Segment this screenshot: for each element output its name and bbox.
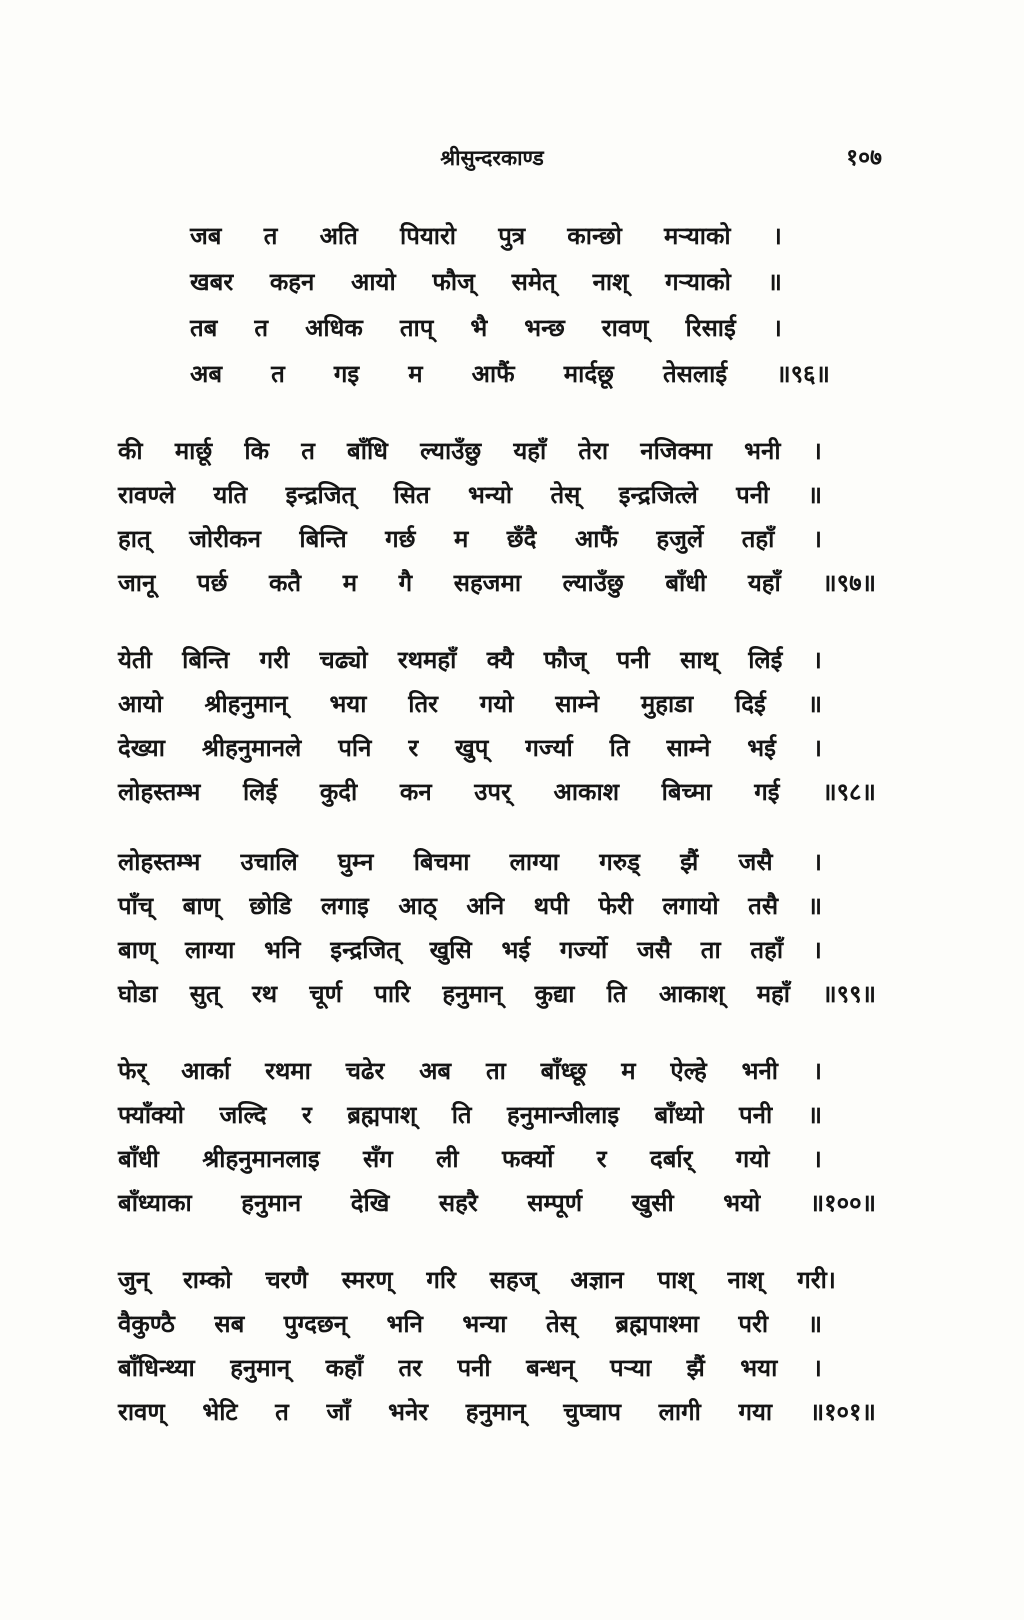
verse-line	[118, 726, 876, 770]
verse-word: बाँधी	[118, 1145, 159, 1173]
verse-word: गर्छ	[385, 525, 416, 553]
verse-word: रथमहाँ	[397, 646, 457, 674]
verse-word: आठ्	[398, 892, 437, 920]
verse-word: तेस्	[550, 481, 581, 509]
verse-word: आकाश्	[658, 980, 725, 1008]
verse-word: पुग्दछन्	[283, 1310, 348, 1338]
verse-word: चढ्यो	[319, 646, 368, 674]
verse-101	[118, 1258, 876, 1434]
verse-word: पनी	[736, 481, 770, 509]
running-title: श्रीसुन्दरकाण्ड	[440, 146, 544, 170]
verse-word: गरुड्	[599, 848, 640, 876]
verse-word: लगायो	[662, 892, 719, 920]
verse-word: ली	[436, 1145, 459, 1173]
verse-word: पाँच्	[118, 892, 154, 920]
verse-word: लोहस्तम्भ	[118, 848, 201, 876]
verse-word: इन्द्रजित्	[285, 481, 356, 509]
verse-word: खुप्	[455, 734, 489, 762]
verse-word: तेस्	[546, 1310, 576, 1338]
verse-line	[118, 473, 876, 517]
verse-word: जसै	[637, 936, 672, 964]
verse-word: ति	[609, 734, 630, 762]
verse-word: जसै	[738, 848, 773, 876]
verse-word: त	[254, 314, 269, 342]
verse-word: ॥	[807, 690, 822, 718]
verse-word: गरि	[426, 1266, 456, 1294]
verse-word: जानू	[118, 569, 156, 597]
verse-word: इन्द्रजित्ले	[618, 481, 698, 509]
verse-word: भई	[501, 936, 531, 964]
verse-word: ।	[812, 936, 822, 964]
verse-word: बिन्ति	[299, 525, 347, 553]
verse-word: तिर	[408, 690, 438, 718]
verse-word: आफैं	[471, 360, 515, 388]
verse-word: यहाँ	[747, 569, 781, 597]
verse-word: त	[301, 437, 315, 465]
verse-word: लगाइ	[321, 892, 369, 920]
verse-word: सहजमा	[453, 569, 522, 597]
verse-word: ।	[812, 437, 822, 465]
verse-word: चुप्चाप	[563, 1398, 621, 1426]
verse-word: गर्ज्यो	[559, 936, 608, 964]
verse-line	[118, 1093, 876, 1137]
verse-word: खुसी	[631, 1189, 674, 1217]
verse-word: चूर्ण	[309, 980, 342, 1008]
verse-word: की	[118, 437, 143, 465]
verse-100	[118, 1049, 876, 1225]
verse-line	[118, 1181, 876, 1225]
verse-word: अब	[190, 360, 223, 388]
verse-word: रथ	[251, 980, 278, 1008]
verse-word: म	[453, 525, 469, 553]
verse-word: ॥	[767, 268, 782, 296]
verse-word: पियारो	[400, 222, 457, 250]
verse-word: ।	[812, 734, 822, 762]
verse-word: भया	[329, 690, 367, 718]
verse-word: ब्रह्मपाश्	[347, 1101, 417, 1129]
verse-word: स्मरण्	[341, 1266, 393, 1294]
verse-word: गई	[754, 778, 780, 806]
verse-word: ।	[812, 646, 822, 674]
verse-line	[190, 213, 830, 259]
verse-word: गै	[398, 569, 413, 597]
verse-word: आफैं	[574, 525, 618, 553]
verse-word: भनी	[744, 437, 781, 465]
verse-word: ता	[485, 1057, 506, 1085]
verse-word: फौज्	[432, 268, 475, 296]
verse-word: त	[275, 1398, 289, 1426]
verse-word: हनुमान्	[442, 980, 503, 1008]
verse-word: फौज्	[543, 646, 587, 674]
verse-word: ॥९७॥	[822, 569, 876, 597]
verse-word: गऱ्याको	[665, 268, 731, 296]
verse-word: साम्ने	[666, 734, 711, 762]
verse-word: हनुमान्जीलाइ	[507, 1101, 620, 1129]
verse-word: ति	[451, 1101, 472, 1129]
verse-word: सम्पूर्ण	[527, 1189, 583, 1217]
verse-word: तेसलाई	[662, 360, 728, 388]
verse-word: जल्दि	[219, 1101, 267, 1129]
verse-word: अनि	[466, 892, 505, 920]
verse-word: सँग	[363, 1145, 393, 1173]
verse-line	[118, 1258, 876, 1302]
verse-word: बन्धन्	[526, 1354, 575, 1382]
verse-word: थपी	[533, 892, 569, 920]
verse-word: लिई	[748, 646, 783, 674]
verse-word: ॥	[807, 1101, 822, 1129]
verse-word: र	[596, 1145, 607, 1173]
verse-word: फ्याँक्यो	[118, 1101, 185, 1129]
verse-word: समेत्	[511, 268, 556, 296]
verse-word: कि	[244, 437, 270, 465]
verse-word: ॥९६॥	[776, 360, 830, 388]
verse-line	[118, 884, 876, 928]
verse-word: दर्बार्	[649, 1145, 693, 1173]
verse-97	[118, 429, 876, 605]
verse-word: सित	[393, 481, 430, 509]
verse-word: कतै	[268, 569, 302, 597]
verse-word: रावण्	[601, 314, 649, 342]
verse-word: तहाँ	[750, 936, 784, 964]
verse-word: रिसाई	[685, 314, 736, 342]
verse-word: यहाँ	[513, 437, 547, 465]
verse-word: ताप्	[399, 314, 434, 342]
page-number: १०७	[846, 145, 882, 171]
verse-word: सुत्	[189, 980, 220, 1008]
verse-line	[118, 561, 876, 605]
verse-word: गर्ज्या	[525, 734, 573, 762]
verse-word: रथमा	[265, 1057, 311, 1085]
verse-word: कुद्या	[534, 980, 575, 1008]
verse-word: ल्याउँछु	[420, 437, 482, 465]
verse-word: श्रीहनुमानलाइ	[202, 1145, 320, 1173]
verse-line	[118, 1137, 876, 1181]
verse-word: गइ	[333, 360, 360, 388]
verse-word: यति	[213, 481, 248, 509]
verse-word: हात्	[118, 525, 151, 553]
verse-word: ॥१००॥	[809, 1189, 876, 1217]
verse-word: पुत्र	[498, 222, 526, 250]
verse-word: म	[342, 569, 358, 597]
verse-line	[118, 770, 876, 814]
verse-word: झैं	[680, 848, 699, 876]
verse-line	[190, 259, 830, 305]
verse-word: बाँधी	[665, 569, 707, 597]
verse-word: ।	[772, 314, 782, 342]
verse-word: गरी।	[797, 1266, 836, 1294]
verse-word: ॥	[807, 1310, 822, 1338]
verse-word: गयो	[735, 1145, 770, 1173]
verse-word: भनी	[741, 1057, 779, 1085]
verse-word: भन्छ	[524, 314, 565, 342]
verse-word: मऱ्याको	[664, 222, 731, 250]
verse-98	[118, 638, 876, 814]
verse-word: घुम्न	[337, 848, 374, 876]
verse-word: बिचमा	[413, 848, 470, 876]
verse-line	[190, 305, 830, 351]
verse-word: भई	[747, 734, 776, 762]
verse-word: साथ्	[680, 646, 718, 674]
verse-line	[118, 1049, 876, 1093]
verse-word: गयो	[479, 690, 514, 718]
verse-word: झैं	[686, 1354, 705, 1382]
verse-word: पनी	[739, 1101, 773, 1129]
verse-word: श्रीहनुमान्	[204, 690, 288, 718]
verse-line	[118, 517, 876, 561]
verse-word: ।	[812, 1354, 822, 1382]
verse-word: जाँ	[326, 1398, 351, 1426]
verse-word: परी	[738, 1310, 769, 1338]
verse-word: र	[408, 734, 419, 762]
verse-word: कन	[399, 778, 432, 806]
verse-word: बाँध्यो	[654, 1101, 704, 1129]
verse-word: तेरा	[578, 437, 609, 465]
verse-word: ऐल्हे	[670, 1057, 707, 1085]
verse-word: म	[621, 1057, 636, 1085]
verse-word: ।	[812, 525, 822, 553]
verse-word: क्यै	[486, 646, 514, 674]
verse-word: उपर्	[474, 778, 511, 806]
verse-word: बाँध्याका	[118, 1189, 192, 1217]
verse-word: चढेर	[345, 1057, 385, 1085]
verse-word: सहरै	[438, 1189, 478, 1217]
verse-word: पनि	[338, 734, 372, 762]
verse-line	[118, 1346, 876, 1390]
verse-word: भेटि	[202, 1398, 238, 1426]
verse-word: आकाश	[553, 778, 620, 806]
verse-word: बाण्	[182, 892, 220, 920]
verse-word: लागी	[658, 1398, 701, 1426]
verse-word: भनि	[264, 936, 301, 964]
verse-word: अधिक	[305, 314, 363, 342]
verse-word: बिन्ति	[182, 646, 230, 674]
verse-word: खुसि	[429, 936, 472, 964]
verse-word: ॥१०१॥	[809, 1398, 876, 1426]
verse-word: रावण्	[118, 1398, 165, 1426]
verse-word: लिई	[242, 778, 278, 806]
verse-word: नजिक्मा	[640, 437, 713, 465]
verse-word: बिच्मा	[661, 778, 712, 806]
verse-word: पारि	[374, 980, 411, 1008]
verse-word: राम्को	[182, 1266, 232, 1294]
verse-word: नाश्	[727, 1266, 764, 1294]
verse-word: फेर्	[118, 1057, 147, 1085]
verse-word: हनुमान	[241, 1189, 302, 1217]
verse-word: ।	[772, 222, 782, 250]
verse-word: ॥	[807, 481, 822, 509]
verse-line	[190, 351, 830, 397]
verse-word: फेरी	[598, 892, 633, 920]
verse-word: आर्का	[181, 1057, 231, 1085]
verse-word: दिई	[735, 690, 766, 718]
verse-word: पऱ्या	[610, 1354, 652, 1382]
verse-line	[118, 429, 876, 473]
verse-word: फर्क्यो	[501, 1145, 554, 1173]
verse-word: येती	[118, 646, 152, 674]
verse-word: अति	[319, 222, 358, 250]
verse-word: जोरीकन	[189, 525, 261, 553]
verse-word: ॥९८॥	[822, 778, 876, 806]
verse-word: बाँधि	[347, 437, 388, 465]
verse-word: आयो	[351, 268, 396, 296]
verse-word: चरणै	[265, 1266, 308, 1294]
verse-word: देख्या	[118, 734, 165, 762]
verse-line	[118, 682, 876, 726]
verse-word: गरी	[259, 646, 290, 674]
verse-word: म	[408, 360, 423, 388]
verse-word: बाँधिन्थ्या	[118, 1354, 195, 1382]
verse-line	[118, 972, 876, 1016]
verse-word: ब्रह्मपाश्मा	[615, 1310, 699, 1338]
verse-word: सहज्	[489, 1266, 537, 1294]
verse-96	[190, 213, 830, 397]
verse-word: हनुमान्	[465, 1398, 526, 1426]
verse-word: सब	[214, 1310, 245, 1338]
verse-word: त	[271, 360, 285, 388]
verse-word: भया	[740, 1354, 778, 1382]
verse-line	[118, 928, 876, 972]
verse-word: देखि	[350, 1189, 390, 1217]
verse-word: मार्दछू	[563, 360, 614, 388]
verse-word: अज्ञान	[570, 1266, 624, 1294]
verse-word: लाग्या	[509, 848, 560, 876]
verse-word: भन्यो	[468, 481, 513, 509]
verse-word: भन्या	[462, 1310, 507, 1338]
verse-word: गया	[738, 1398, 773, 1426]
verse-word: छँदै	[506, 525, 537, 553]
verse-line	[118, 1302, 876, 1346]
verse-word: ॥	[807, 892, 822, 920]
verse-word: ता	[700, 936, 721, 964]
verse-word: महाँ	[756, 980, 790, 1008]
verse-word: खबर	[190, 268, 234, 296]
verse-word: ल्याउँछु	[562, 569, 624, 597]
verse-word: पनी	[616, 646, 650, 674]
verse-word: लोहस्तम्भ	[118, 778, 201, 806]
verse-word: इन्द्रजित्	[330, 936, 400, 964]
verse-word: बाण्	[118, 936, 156, 964]
verse-word: साम्ने	[555, 690, 600, 718]
verse-word: ।	[812, 848, 822, 876]
verse-word: जब	[190, 222, 222, 250]
verse-word: आयो	[118, 690, 163, 718]
verse-word: वैकुण्ठै	[118, 1310, 175, 1338]
verse-word: पर्छ	[196, 569, 228, 597]
verse-word: भै	[470, 314, 488, 342]
verse-99	[118, 840, 876, 1016]
verse-word: बाँध्छू	[540, 1057, 587, 1085]
verse-word: घोडा	[118, 980, 158, 1008]
verse-word: मार्छू	[174, 437, 213, 465]
verse-word: त	[263, 222, 278, 250]
verse-word: तब	[190, 314, 218, 342]
verse-word: पाश्	[657, 1266, 694, 1294]
verse-word: रावण्ले	[118, 481, 176, 509]
verse-word: ति	[606, 980, 627, 1008]
verse-word: ।	[812, 1057, 822, 1085]
verse-word: लाग्या	[185, 936, 235, 964]
verse-word: भयो	[723, 1189, 761, 1217]
verse-word: अब	[419, 1057, 452, 1085]
verse-word: तर	[398, 1354, 422, 1382]
verse-line	[118, 1390, 876, 1434]
verse-word: तहाँ	[741, 525, 775, 553]
verse-word: पनी	[457, 1354, 491, 1382]
verse-word: हनुमान्	[230, 1354, 291, 1382]
verse-word: उचालि	[240, 848, 298, 876]
verse-word: कहाँ	[325, 1354, 364, 1382]
verse-word: श्रीहनुमानले	[201, 734, 302, 762]
verse-word: ॥९९॥	[822, 980, 876, 1008]
verse-word: कहन	[269, 268, 315, 296]
verse-word: तसै	[748, 892, 779, 920]
verse-word: भनि	[386, 1310, 423, 1338]
verse-line	[118, 638, 876, 682]
verse-word: हजुर्ले	[656, 525, 704, 553]
verse-word: भनेर	[388, 1398, 429, 1426]
verse-word: र	[301, 1101, 312, 1129]
verse-word: ।	[812, 1145, 822, 1173]
verse-line	[118, 840, 876, 884]
verse-word: मुहाडा	[640, 690, 694, 718]
verse-word: छोडि	[249, 892, 292, 920]
verse-word: कुदी	[319, 778, 358, 806]
verse-word: नाश्	[592, 268, 629, 296]
verse-word: जुन्	[118, 1266, 150, 1294]
verse-word: कान्छो	[567, 222, 622, 250]
